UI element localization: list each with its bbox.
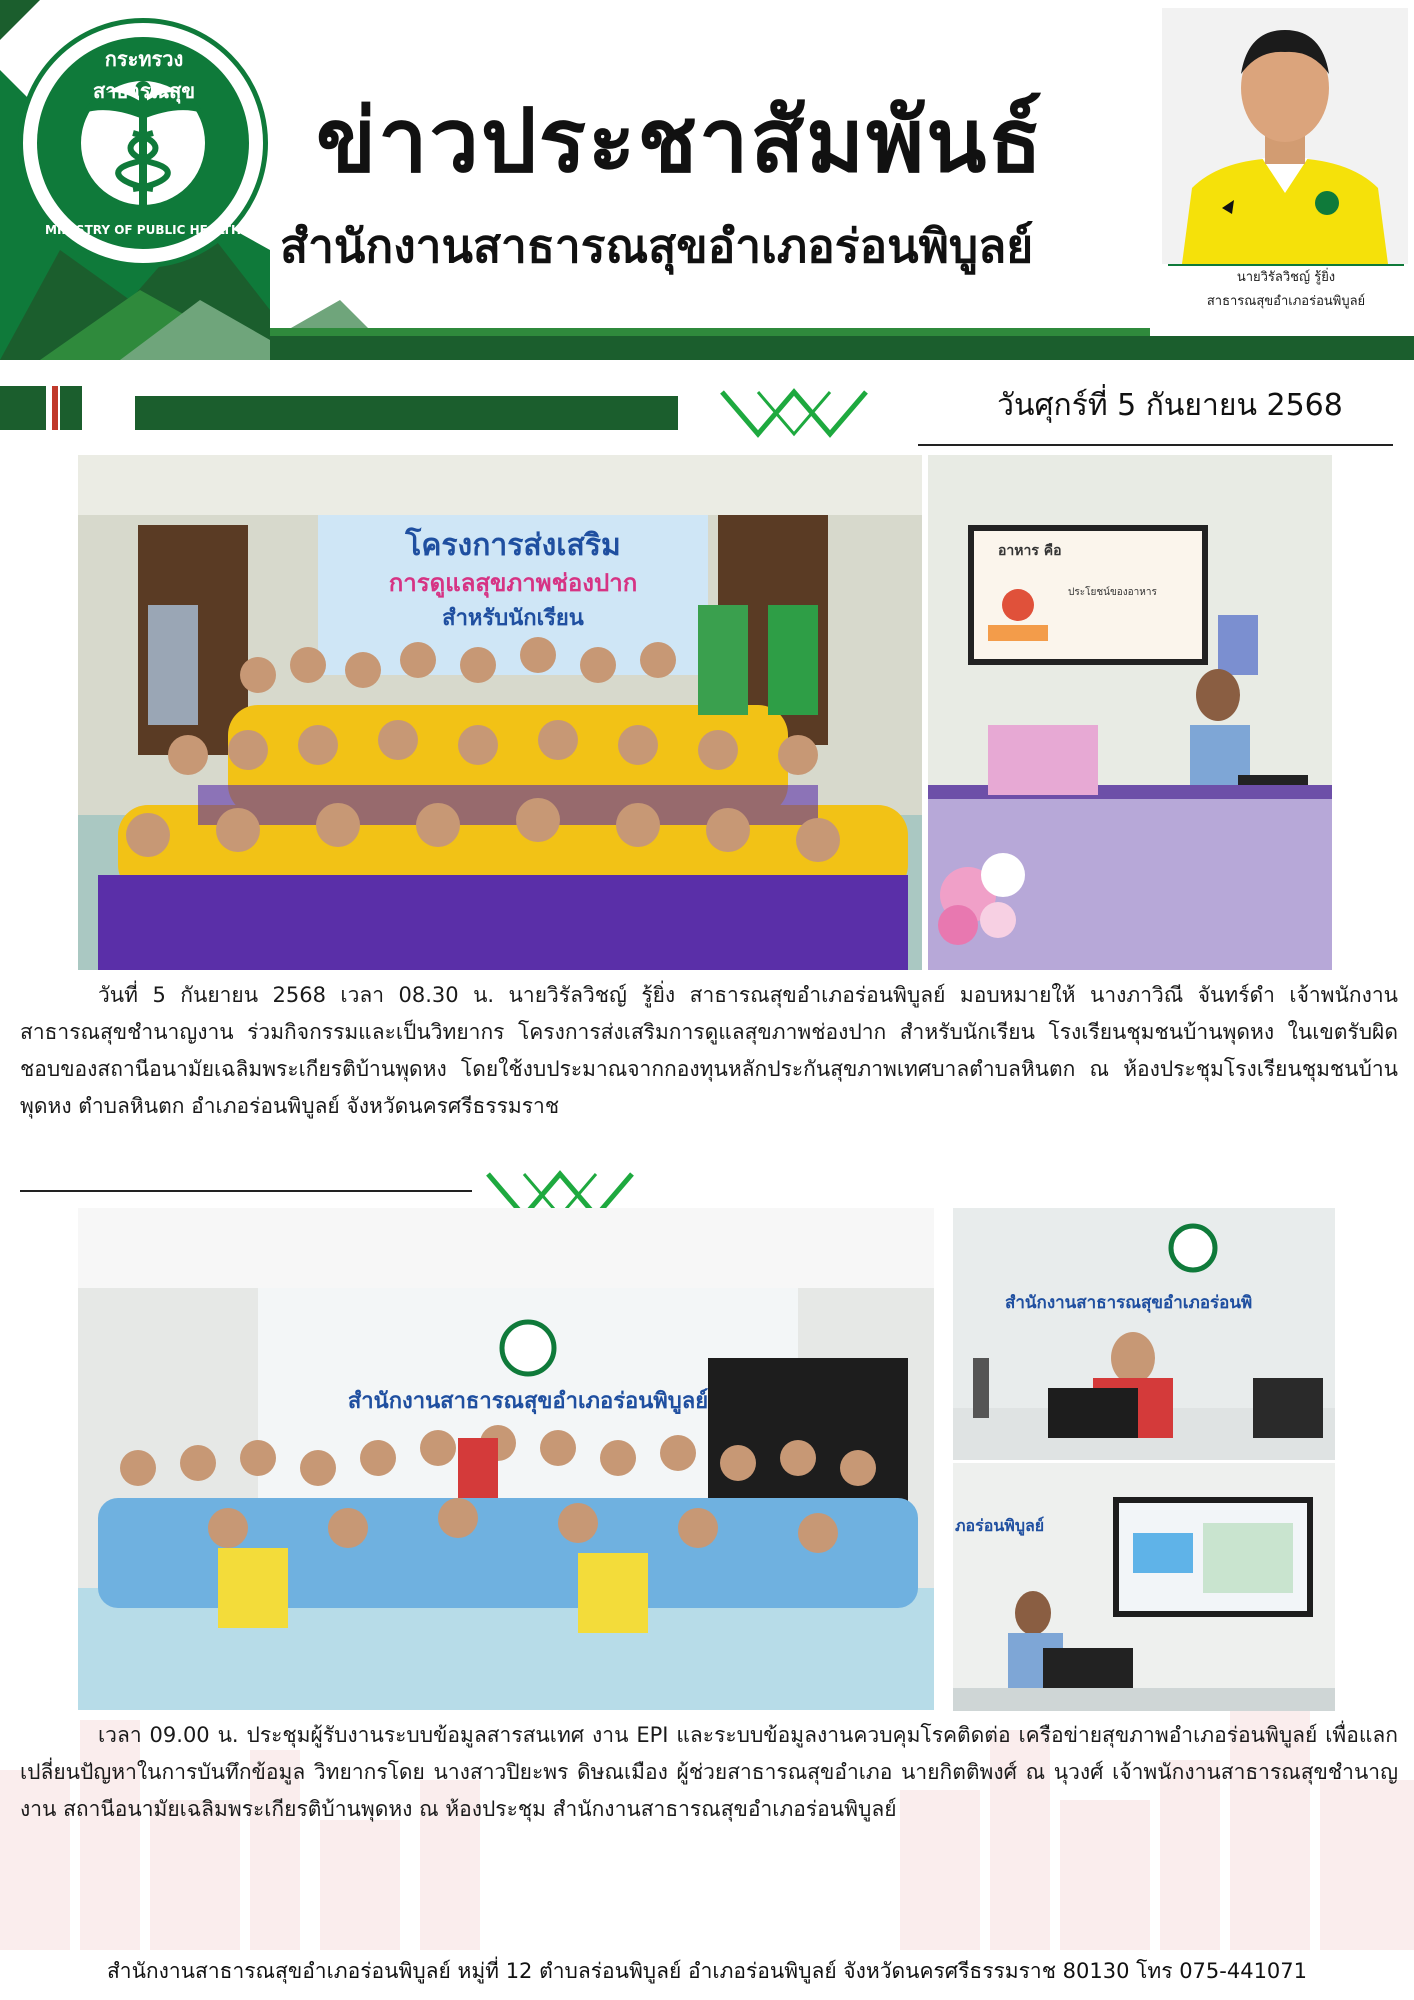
photo-students-group [78,455,922,970]
chief-name: นายวิรัลวิชญ์ รู้ยิ่ง [1236,270,1336,285]
footer-address: สำนักงานสาธารณสุขอำเภอร่อนพิบูลย์ หมู่ที่ 12 ตำบลร่อนพิบูลย์ อำเภอร่อนพิบูลย์ จังหวัดนครศรีธรรมราช 80130 โทร 075-441071 [106,1959,1308,1983]
divider-bar [135,396,678,430]
news-paragraph-1 [20,977,1398,1125]
news-date: วันศุกร์ที่ 5 กันยายน 2568 [997,388,1343,423]
screen-subtitle: ประโยชน์ของอาหาร [1068,587,1157,598]
paragraph-1-text: วันที่ 5 กันยายน 2568 เวลา 08.30 น. นายวิรัลวิชญ์ รู้ยิ่ง สาธารณสุขอำเภอร่อนพิบูลย์ มอบหมายให้ นางภาวิณี จันทร์ดำ เจ้าพนักงานสาธารณสุขชำนาญงาน ร่วมกิจกรรมและเป็นวิทยากร โครงการส่งเสริมการดูแลสุขภาพช่องปาก สำหรับนักเรียน โรงเรียนชุมชนบ้านพุดหง ในเขตรับผิดชอบของสถานีอนามัยเฉลิมพระเกียรติบ้านพุดหง โดยใช้งบประมาณจากกองทุนหลักประกันสุขภาพเทศบาลตำบลหินตก ณ ห้องประชุมโรงเรียนชุมชนบ้านพุดหง ตำบลหินตก อำเภอร่อนพิบูลย์ จังหวัดนครศรีธรรมราช [20,983,1398,1118]
date-underline [918,444,1393,446]
section-divider [20,1190,472,1192]
divider-block [0,386,46,430]
divider-accent [52,386,58,430]
logo-bottom-text: MINISTRY OF PUBLIC HEALTH [45,223,241,237]
header-band-light [270,328,1150,336]
news-paragraph-2 [20,1717,1398,1828]
banner-text-1: โครงการส่งเสริม [405,528,621,563]
photo-presenter [928,455,1332,970]
photo-presentation [953,1463,1335,1711]
divider-block [60,386,82,430]
banner-text-3: สำหรับนักเรียน [442,606,584,631]
paragraph-2-text: เวลา 09.00 น. ประชุมผู้รับงานระบบข้อมูลสารสนเทศ งาน EPI และระบบข้อมูลงานควบคุมโรคติดต่อ เครือข่ายสุขภาพอำเภอร่อนพิบูลย์ เพื่อแลกเปลี่ยนปัญหาในการบันทึกข้อมูล วิทยากรโดย นางสาวปิยะพร ดิษณเมือง ผู้ช่วยสาธารณสุขอำเภอ นายกิตติพงศ์ ณ นุวงศ์ เจ้าพนักงานสาธารณสุขชำนาญงาน สถานีอนามัยเฉลิมพระเกียรติบ้านพุดหง ณ ห้องประชุม สำนักงานสาธารณสุขอำเภอร่อนพิบูลย์ [20,1723,1398,1821]
wall-sign-short: สำนักงานสาธารณสุขอำเภอร่อนพิ [1005,1293,1253,1313]
ministry-logo [18,18,268,268]
wall-sign: สำนักงานสาธารณสุขอำเภอร่อนพิบูลย์ [347,1389,709,1414]
header-band-dark [270,336,1414,360]
chief-caption [1168,264,1404,322]
photo-meeting-group [78,1208,934,1710]
screen-title: อาหาร คือ [998,543,1062,559]
zigzag-icon [718,384,888,440]
photo-chief-desk [953,1208,1335,1460]
banner-text-2: การดูแลสุขภาพช่องปาก [388,569,638,597]
logo-top-text: กระทรวงสาธารณสุข [92,47,196,103]
page-title: ข่าวประชาสัมพันธ์ [315,88,1045,192]
chief-position: สาธารณสุขอำเภอร่อนพิบูลย์ [1206,294,1366,309]
wall-sign-partial: ภอร่อนพิบูลย์ [955,1516,1045,1535]
page-subtitle: สำนักงานสาธารณสุขอำเภอร่อนพิบูลย์ [280,219,1034,273]
